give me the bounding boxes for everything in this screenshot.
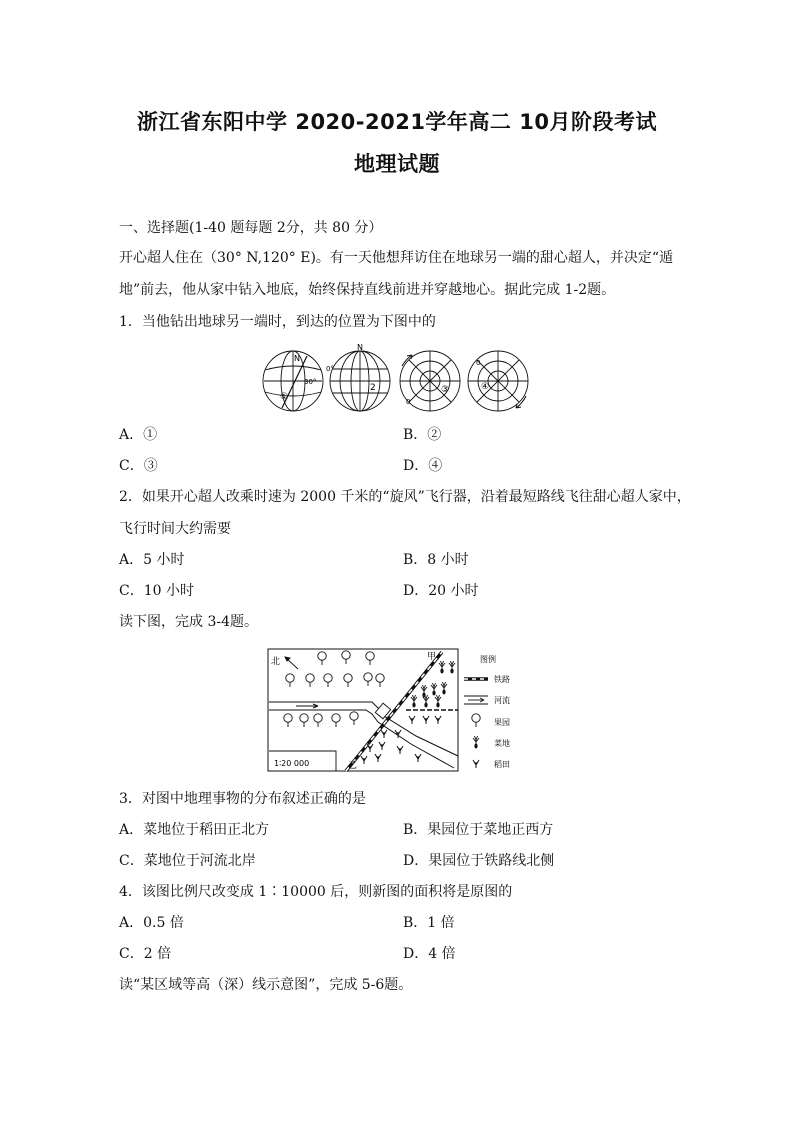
section-heading: 一、选择题(1-40 题每题 2分，共 80 分）: [119, 220, 383, 236]
intro-5-6: 读“某区域等高（深）线示意图”，完成 5-6题。: [119, 977, 413, 993]
north-arrow: [285, 657, 298, 669]
question-1-stem: 1．当他钻出地球另一端时，到达的位置为下图中的: [119, 314, 436, 330]
globe-1-marker: ①: [280, 392, 289, 402]
exam-subject-title: 地理试题: [354, 152, 440, 176]
q4-option-b: B．1 倍: [403, 915, 455, 931]
q3-option-c: C．菜地位于河流北岸: [119, 853, 256, 869]
exam-title: 浙江省东阳中学 2020-2021学年高二 10月阶段考试: [137, 110, 657, 134]
q1-option-b: B．②: [403, 427, 442, 443]
north-label: 北: [271, 657, 281, 667]
q2-option-c: C．10 小时: [119, 583, 194, 599]
globe-3-degree-label: 0: [406, 398, 411, 406]
legend-orchard-symbol: [472, 714, 480, 727]
globe-1-degree-label: 30°: [304, 378, 317, 386]
q1-option-a: A．①: [119, 427, 158, 443]
q1-option-c: C．③: [119, 458, 158, 474]
label-yi: 乙: [348, 761, 358, 771]
label-jia: 甲: [427, 652, 437, 662]
q4-option-a: A．0.5 倍: [119, 915, 184, 931]
q3-option-d: D．果园位于铁路线北侧: [403, 853, 555, 869]
q3-option-a: A．菜地位于稻田正北方: [119, 822, 270, 838]
intro-paragraph-line2: 地”前去，他从家中钻入地底，始终保持直线前进并穿越地心。据此完成 1-2题。: [119, 282, 616, 298]
question-4-stem: 4．该图比例尺改变成 1∶10000 后，则新图的面积将是原图的: [119, 884, 513, 900]
globe-2: [330, 351, 390, 411]
legend-rice-symbol: [473, 760, 479, 768]
globe-2-degree-label: 0°: [326, 365, 334, 373]
q4-option-d: D．4 倍: [403, 946, 456, 962]
land-use-map: [266, 646, 530, 776]
legend-vegetable-symbol: [473, 736, 479, 748]
globe-figure: [260, 343, 530, 414]
legend-river-label: 河流: [494, 696, 510, 705]
question-2-stem-line1: 2．如果开心超人改乘时速为 2000 千米的“旋风”飞行器，沿着最短路线飞往甜心超人家中，: [119, 489, 691, 505]
q2-option-b: B．8 小时: [403, 552, 469, 568]
globe-3-marker: ③: [441, 385, 450, 395]
globe-1-north-label: N: [294, 354, 300, 363]
intro-3-4: 读下图，完成 3-4题。: [119, 614, 258, 630]
scale-label: 1∶20 000: [274, 759, 310, 768]
question-2-stem-line2: 飞行时间大约需要: [119, 521, 231, 537]
orchard-south: [284, 712, 358, 727]
q2-option-d: D．20 小时: [403, 583, 479, 599]
legend-railway-label: 铁路: [494, 675, 510, 684]
q1-option-d: D．④: [403, 458, 443, 474]
globe-4-marker: ④: [481, 382, 490, 392]
legend-river-symbol: [464, 696, 488, 704]
globe-2-north-label: N: [357, 343, 363, 352]
legend-orchard-label: 果园: [494, 718, 510, 727]
intro-paragraph-line1: 开心超人住在（30° N,120° E)。有一天他想拜访住在地球另一端的甜心超人，并决定“遁: [119, 250, 674, 266]
globe-4-degree-label: 0: [476, 359, 481, 367]
legend-vegetable-label: 菜地: [494, 739, 510, 748]
orchard-north: [286, 651, 384, 687]
globe-2-marker: 2: [370, 383, 376, 393]
legend-title: 图例: [480, 655, 496, 664]
question-3-stem: 3．对图中地理事物的分布叙述正确的是: [119, 791, 366, 807]
q4-option-c: C．2 倍: [119, 946, 172, 962]
legend-rice-label: 稻田: [494, 760, 510, 769]
q3-option-b: B．果园位于菜地正西方: [403, 822, 554, 838]
q2-option-a: A．5 小时: [119, 552, 185, 568]
